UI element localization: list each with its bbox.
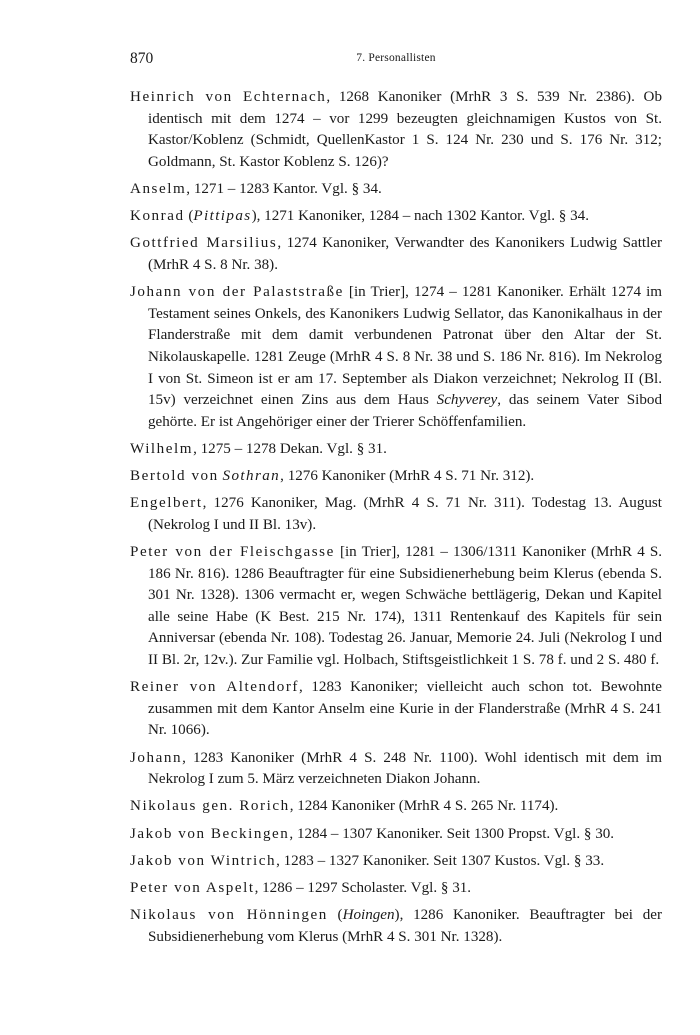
- entry-text: , 1276 Kanoniker (MrhR 4 S. 71 Nr. 312).: [280, 468, 535, 485]
- entry-name: Bertold von: [130, 468, 219, 485]
- entry-text-continued: , das seinem Vater Sibod gehörte. Er ist Angehöriger einer der Trierer Schöffenfamilien.: [148, 392, 662, 430]
- entry-paren-close: ): [251, 208, 257, 225]
- entry-gottfried-marsilius: [130, 233, 662, 276]
- entry-text: , 1275 – 1278 Dekan. Vgl. § 31.: [193, 440, 387, 457]
- entry-name: Gottfried Marsilius: [130, 235, 278, 252]
- entry-text: , 1284 – 1307 Kanoniker. Seit 1300 Propst. Vgl. § 30.: [289, 825, 615, 842]
- entry-name: Jakob von Wintrich: [130, 852, 277, 869]
- entry-wilhelm: [130, 439, 662, 461]
- entry-reiner-von-altendorf: [130, 677, 662, 742]
- entry-name: Engelbert: [130, 495, 203, 512]
- entry-paren-open: (: [184, 208, 194, 225]
- entry-text: [in Trier], 1274 – 1281 Kanoniker. Erhält 1274 im Testament seines Onkels, des Kanonikers Ludwig Sellator, das Kanonikalhaus in der Flanderstraße mit dem damit verbundenen Patronat über den Altar der St. Nikolauskapelle. 1281 Zeuge (MrhR 4 S. 8 Nr. 38 und S. 186 Nr. 816). Im Nekrolog I von St. Simeon ist er am 17. September als Diakon verzeichnet; Nekrolog II (Bl. 15v) verzeichnet einen Zins aus dem Haus: [148, 284, 662, 409]
- entry-nikolaus-von-hoenningen: [130, 905, 662, 948]
- entry-epithet: Pittipas: [193, 208, 252, 225]
- entry-peter-von-der-fleischgasse: [130, 542, 662, 672]
- entry-name: Johann: [130, 749, 183, 766]
- entry-text: , 1271 – 1283 Kantor. Vgl. § 34.: [186, 180, 382, 197]
- entry-jakob-von-beckingen: [130, 824, 662, 846]
- entry-name: Anselm: [130, 180, 187, 197]
- entry-list: [130, 87, 662, 954]
- entry-name: Wilhelm: [130, 440, 194, 457]
- entry-text: , 1271 Kanoniker, 1284 – nach 1302 Kantor. Vgl. § 34.: [256, 208, 589, 225]
- page-number: 870: [130, 50, 154, 67]
- entry-name: Reiner von Altendorf: [130, 679, 299, 696]
- entry-jakob-von-wintrich: [130, 851, 662, 873]
- entry-text: , 1283 Kanoniker; vielleicht auch schon tot. Bewohnte zusammen mit dem Kantor Anselm eine Kurie in der Flanderstraße (MrhR 4 S. 241 Nr. 1066).: [148, 679, 662, 739]
- entry-text: , 1268 Kanoniker (MrhR 3 S. 539 Nr. 2386). Ob identisch mit dem 1274 – vor 1299 bezeugten gleichnamigen Kustos von St. Kastor/Koblenz (Schmidt, QuellenKastor 1 S. 124 Nr. 230 und S. 176 Nr. 312; Goldmann, St. Kastor Koblenz S. 126)?: [148, 89, 662, 170]
- entry-text: , 1276 Kanoniker, Mag. (MrhR 4 S. 71 Nr. 311). Todestag 13. August (Nekrolog I und II Bl. 13v).: [148, 495, 662, 533]
- running-head: 7. Personallisten: [356, 52, 436, 64]
- entry-nikolaus-gen-rorich: [130, 796, 662, 818]
- entry-name: Konrad: [130, 208, 185, 225]
- entry-text: , 1284 Kanoniker (MrhR 4 S. 265 Nr. 1174).: [289, 798, 559, 815]
- entry-johann-von-der-palaststrasse: [130, 282, 662, 433]
- entry-text: , 1283 Kanoniker (MrhR 4 S. 248 Nr. 1100). Wohl identisch mit dem im Nekrolog I zum 5. März verzeichneten Diakon Johann.: [148, 749, 662, 788]
- entry-text: , 1274 Kanoniker, Verwandter des Kanonikers Ludwig Sattler (MrhR 4 S. 8 Nr. 38).: [148, 235, 662, 273]
- entry-name: Nikolaus gen. Rorich: [130, 798, 290, 815]
- entry-konrad: [130, 206, 662, 228]
- entry-text: , 1286 – 1297 Scholaster. Vgl. § 31.: [254, 879, 472, 896]
- entry-text: [in Trier], 1281 – 1306/1311 Kanoniker (MrhR 4 S. 186 Nr. 816). 1286 Beauftragter für eine Subsidienerhebung beim Klerus (ebenda S. 301 Nr. 1328). 1306 vermacht er, wegen Schwäche bettlägerig, Dekan und Kapitel alle seine Habe (K Best. 215 Nr. 174), 1311 Rentenkauf des Kapitels für sein Anniversar (ebenda Nr. 108). Todestag 26. Januar, Memorie 24. Juli (Nekrolog I und II Bl. 2r, 12v.). Zur Familie vgl. Holbach, Stiftsgeistlichkeit 1 S. 78 f. und 2 S. 480 f.: [148, 544, 663, 668]
- entry-name: Johann von der Palaststraße: [130, 284, 344, 301]
- entry-peter-von-aspelt: [130, 878, 662, 900]
- entry-name: Peter von Aspelt: [130, 879, 255, 896]
- entry-italic-place: Hoingen: [342, 907, 395, 924]
- entry-text: (: [327, 907, 343, 924]
- entry-name: Nikolaus von Hönningen: [130, 907, 328, 924]
- entry-text: , 1283 – 1327 Kanoniker. Seit 1307 Kustos. Vgl. § 33.: [276, 852, 605, 869]
- entry-johann: [130, 748, 662, 791]
- entry-italic-term: Schyverey: [436, 392, 498, 409]
- entry-name: Heinrich von Echternach: [130, 89, 327, 105]
- entry-name: Peter von der Fleischgasse: [130, 544, 335, 561]
- entry-heinrich-von-echternach: [130, 87, 662, 173]
- entry-italic-place: Sothran: [222, 468, 281, 485]
- entry-anselm: [130, 179, 662, 201]
- entry-bertold-von-sothran: [130, 466, 662, 488]
- entry-text-continued: ), 1286 Kanoniker. Beauftragter bei der Subsidienerhebung vom Klerus (MrhR 4 S. 301 Nr. 1328).: [148, 907, 662, 945]
- entry-engelbert: [130, 493, 662, 536]
- page-header: [130, 50, 662, 70]
- entry-name: Jakob von Beckingen: [130, 825, 290, 842]
